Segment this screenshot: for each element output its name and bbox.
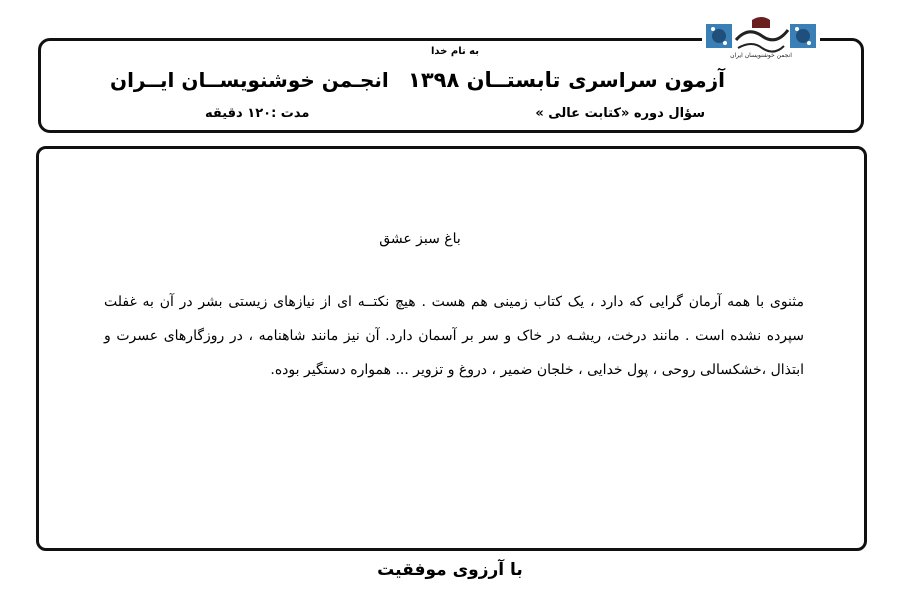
- logo-emblem: [752, 17, 770, 28]
- association-name: انجـمن خوشنویســان ایــران: [110, 68, 389, 92]
- exam-duration: مدت :۱۲۰ دقیقه: [205, 106, 310, 121]
- association-logo: [702, 10, 820, 62]
- exam-season-year: تابستــان ۱۳۹۸: [408, 68, 561, 92]
- basmala: به نام خدا: [430, 46, 480, 57]
- passage-title: باغ سبز عشق: [379, 231, 461, 247]
- association-logo-icon: [702, 10, 820, 62]
- footer-wish: با آرزوی موفقیت: [377, 560, 523, 580]
- course-question-label: سؤال دوره «کتابت عالی »: [535, 106, 705, 121]
- logo-caption: انجمن خوشنویسان ایران: [730, 52, 792, 59]
- passage-text: مثنوی با همه آرمان گرایی که دارد ، یک کتاب زمینی هم هست . هیچ نکتــه ای از نیازهای زیستی بشر در آن به غفلت سپرده نشده است . مانند درخت، ریشـه در خاک و سر بر آسمان دارد. آن نیز مانند شاهنامه ، در روزگارهای عسرت و ابتذال ،خشکسالی روحی ، پول خدایی ، خلجان ضمیر ، دروغ و تزویر ... همواره دستگیر بوده.: [104, 294, 804, 378]
- exam-title: آزمون سراسری: [568, 68, 725, 92]
